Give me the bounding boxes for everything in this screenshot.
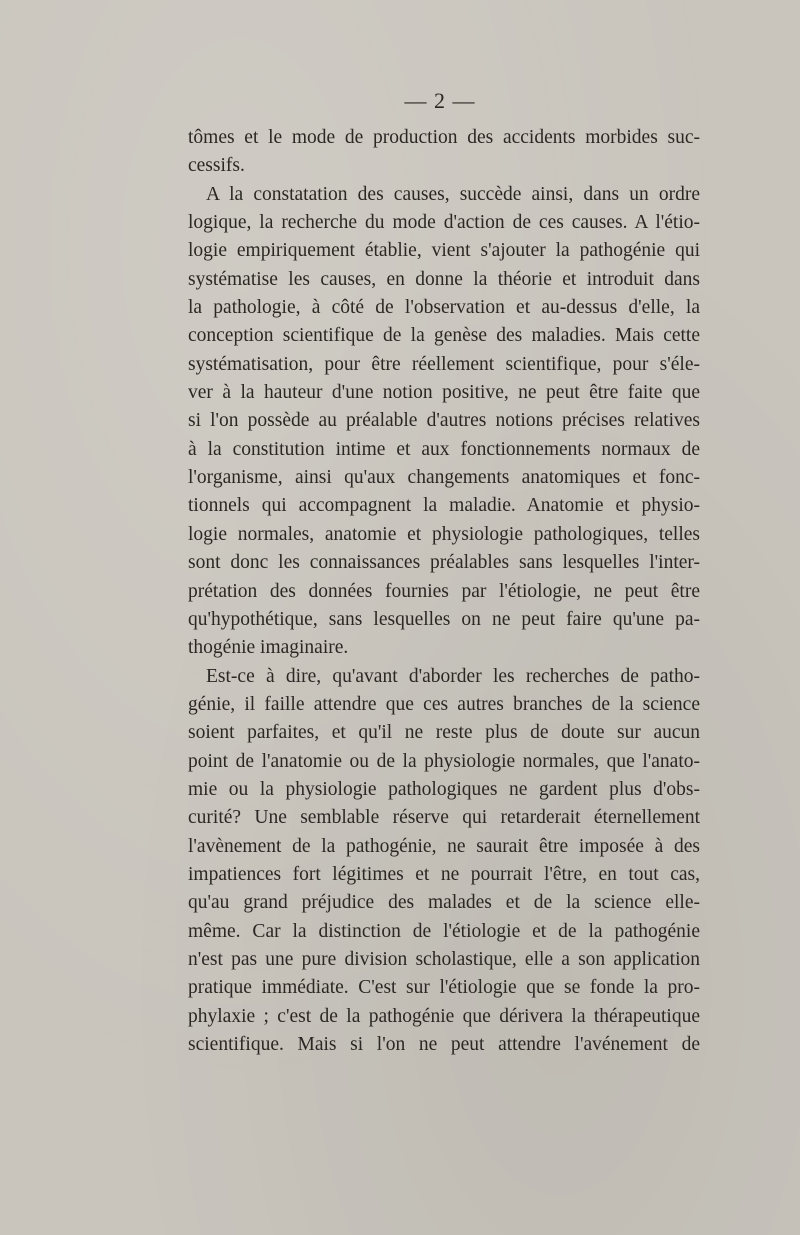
text-line: impatiences fort légitimes et ne pourrait l'être, en tout cas, — [188, 863, 700, 885]
text-line: tionnels qui accompagnent la maladie. Anatomie et physio- — [188, 495, 700, 517]
page-number: — 2 — — [404, 88, 476, 113]
text-line: Est-ce à dire, qu'avant d'aborder les recherches de patho- — [206, 665, 700, 687]
text-line: même. Car la distinction de l'étiologie et de la pathogénie — [188, 920, 700, 942]
text-line: systématise les causes, en donne la théorie et introduit dans — [188, 268, 700, 290]
text-line: logique, la recherche du mode d'action de ces causes. A l'étio- — [188, 212, 700, 234]
text-line: logie normales, anatomie et physiologie pathologiques, telles — [188, 523, 700, 545]
text-line: à la constitution intime et aux fonctionnements normaux de — [188, 438, 700, 460]
text-line: sont donc les connaissances préalables sans lesquelles l'inter- — [188, 552, 700, 574]
text-line: logie empiriquement établie, vient s'ajouter la pathogénie qui — [188, 240, 700, 262]
text-line: l'organisme, ainsi qu'aux changements anatomiques et fonc- — [188, 467, 700, 489]
text-line: curité? Une semblable réserve qui retarderait éternellement — [188, 807, 700, 829]
text-line: pratique immédiate. C'est sur l'étiologie que se fonde la pro- — [188, 977, 700, 999]
body-text — [188, 124, 700, 1059]
text-line: point de l'anatomie ou de la physiologie normales, que l'anato- — [188, 750, 700, 772]
text-line: thogénie imaginaire. — [188, 637, 349, 659]
text-line: cessifs. — [188, 155, 245, 177]
text-line: prétation des données fournies par l'étiologie, ne peut être — [188, 580, 700, 602]
text-line: tômes et le mode de production des accidents morbides suc- — [188, 127, 700, 148]
text-line: mie ou la physiologie pathologiques ne gardent plus d'obs- — [188, 778, 700, 800]
text-line: génie, il faille attendre que ces autres branches de la science — [188, 693, 700, 715]
text-line: qu'hypothétique, sans lesquelles on ne peut faire qu'une pa- — [188, 608, 700, 630]
text-line: conception scientifique de la genèse des maladies. Mais cette — [188, 325, 700, 347]
text-line: n'est pas une pure division scholastique, elle a son application — [188, 948, 700, 970]
text-line: l'avènement de la pathogénie, ne saurait être imposée à des — [188, 835, 700, 857]
text-line: qu'au grand préjudice des malades et de la science elle- — [188, 892, 700, 914]
text-line: si l'on possède au préalable d'autres notions précises relatives — [188, 410, 700, 432]
text-line: soient parfaites, et qu'il ne reste plus de doute sur aucun — [188, 722, 700, 744]
text-line: A la constatation des causes, succède ainsi, dans un ordre — [206, 183, 700, 205]
text-line: phylaxie ; c'est de la pathogénie que dérivera la thérapeutique — [188, 1005, 700, 1027]
text-line: la pathologie, à côté de l'observation et au-dessus d'elle, la — [188, 297, 700, 319]
text-line: systématisation, pour être réellement scientifique, pour s'éle- — [188, 353, 700, 375]
text-line: scientifique. Mais si l'on ne peut attendre l'avénement de — [188, 1034, 700, 1055]
text-line: ver à la hauteur d'une notion positive, ne peut être faite que — [188, 382, 700, 404]
